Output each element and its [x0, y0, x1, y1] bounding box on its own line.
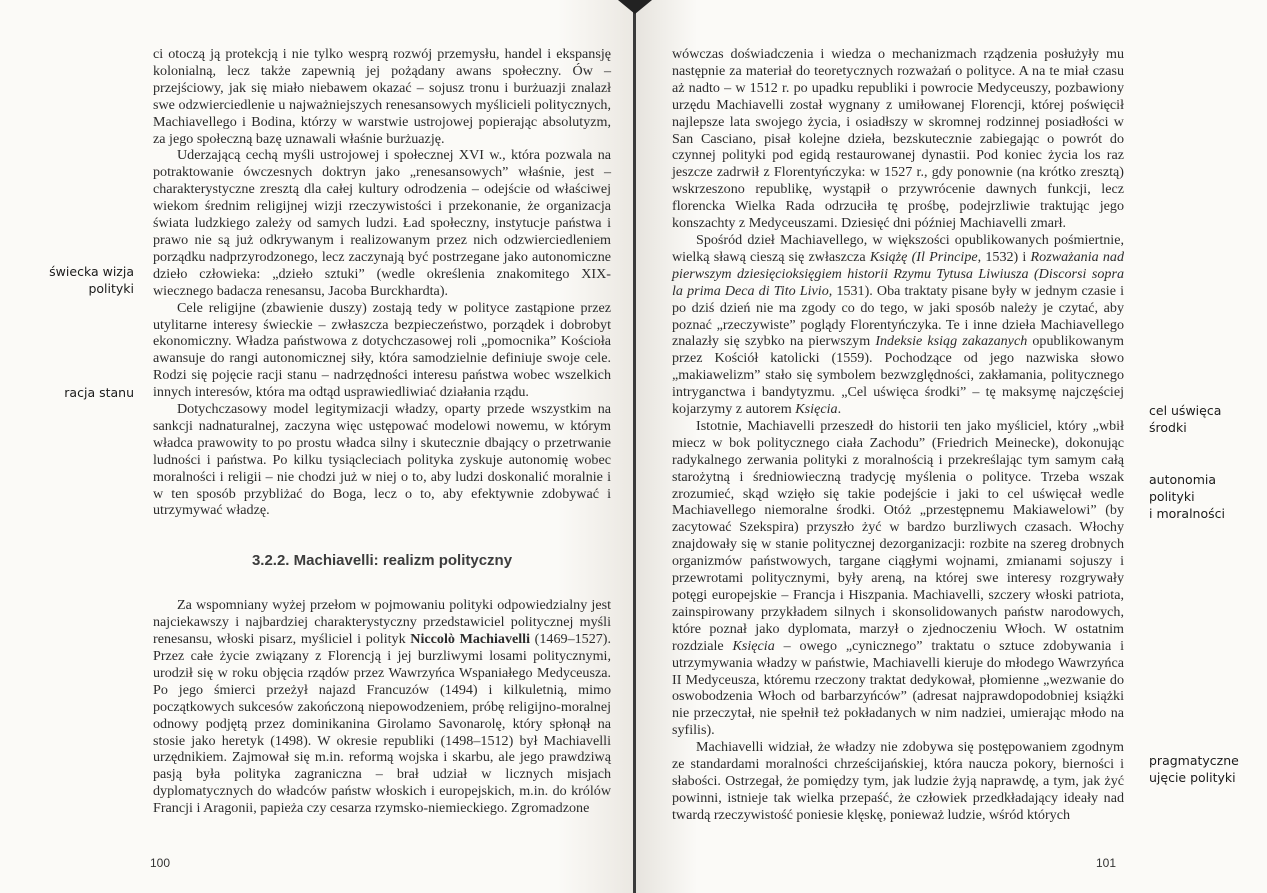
book-title: Rozważania nad pierwszym dziesięcioksięgiem historii Rzymu Tytusa Liwiusza (Discorsi sopra la prima Deca di Tito Livio	[672, 248, 1125, 299]
margin-note-pragmatic-politics: pragmatyczne ujęcie polityki	[1149, 753, 1239, 785]
book-title: Księcia	[795, 401, 838, 418]
margin-note-autonomy-politics-morality: autonomia polityki i moralności	[1149, 472, 1225, 521]
text-run: .	[837, 401, 842, 418]
text-run: opublikowanym przez Kościół katolicki (1559). Pochodzące od jego nazwiska słowo „makiawelizm” stało się symbolem bezwzględności, zakłamania, politycznego intryganctwa i bandytyzmu. „Cel uświęca środki” – tę maksymę najczęściej kojarzymy z autorem	[672, 333, 1124, 418]
text-run: – owego „cynicznego” traktatu o sztuce zdobywania i utrzymywania władzy w państwie, Machiavelli kieruje do młodego Wawrzyńca II Medyceusza, któremu rzeczony traktat dedykował, płomienne „wezwanie do oswobodzenia Włoch od barbarzyńców” (adresat najprawdopodobniej książki nie przeczytał, nie spełnił też pokładanych w nim nadziei, umierając młodo na syfilis).	[672, 637, 1124, 739]
book-title: Książę (Il Principe	[869, 248, 978, 265]
text-run: , 1532) i	[977, 248, 1031, 265]
paragraph	[153, 597, 611, 817]
section-heading: 3.2.2. Machiavelli: realizm polityczny	[251, 552, 513, 570]
paragraph	[672, 418, 1124, 739]
text-run: Istotnie, Machiavelli przeszedł do historii ten jako myśliciel, który „wbił miecz w bok politycznego ciała Zachodu” (Friedrich Meinecke), dokonując radykalnego zerwania polityki z moralnością i przekreślając tym samym całą starożytną i średniowieczną tradycję myślenia o polityce. Trzeba wszak zrozumieć, skąd wzięło się takie podejście i jaki to cel uświęcał wedle Machiavellego niemoralne środki. Otóż „przestępnemu Makiawelowi” (by zacytować Szekspira) przyszło żyć w bardzo burzliwych czasach. Włochy znajdowały się w stanie politycznej dezorganizacji: rozbite na szereg drobnych organizmów państwowych, targane ciągłymi wojnami, zmianami sojuszy i przewrotami politycznymi, były areną, na której swe interesy rozgrywały potęgi europejskie – Francja i Hiszpania. Machiavelli, szczery włoski patriota, zainspirowany przykładem silnych i skonsolidowanych państw narodowych, które poznał jako dyplomata, marzył o zjednoczeniu Włoch. W ostatnim rozdziale	[672, 417, 1124, 654]
margin-note-raison-detat: racja stanu	[64, 385, 134, 400]
paragraph: Dotychczasowy model legitymizacji władzy, oparty przede wszystkim na sankcji nadnaturalnej, zaczyna więc ustępować modelowi nowemu, w którym władca prawowity to po prostu władca silny i skutecznie dbający o przetrwanie ludności i państwa. Po kilku tysiącleciach polityka zyskuje autonomię wobec moralności i religii – nie chodzi już w niej o to, aby ludzi doskonalić moralnie i w ten sposób przybliżać do Boga, lecz o to, aby efektywnie zdobywać i utrzymywać władzę.	[153, 401, 611, 519]
page-number: 100	[150, 856, 171, 870]
text-run: Spośród dzieł Machiavellego, w większości opublikowanych pośmiertnie, wielką sławą cieszą się zwłaszcza	[672, 231, 1124, 265]
text-run: (1469–1527). Przez całe życie związany z Florencją i jej burzliwymi losami politycznymi, urodził się w roku objęcia rządów przez Wawrzyńca Wspaniałego Medyceusza. Po jego śmierci przeżył najazd Francuzów (1494) i kilkuletnią, mimo początkowych sukcesów zakończoną niepowodzeniem, próbę religijno-moralnej odnowy podjętą przez dominikanina Girolamo Savonarolę, który spłonął na stosie jako heretyk (1498). W okresie republiki (1498–1512) był Machiavelli urzędnikiem. Zajmował się m.in. reformą wojska i skarbu, ale jego prawdziwą pasją była polityka zagraniczna – brał udział w licznych misjach dyplomatycznych do władców państw włoskich i europejskich, m.in. do królów Francji i Aragonii, papieża czy cesarza rzymsko-niemieckiego. Zgromadzone	[153, 631, 612, 817]
margin-note-end-justifies-means: cel uświęca środki	[1149, 403, 1222, 435]
book-gutter	[633, 0, 636, 893]
book-title: Księcia	[732, 637, 775, 654]
paragraph: Machiavelli widział, że władzy nie zdobywa się postępowaniem zgodnym ze standardami moralności chrześcijańskiej, która naucza pokory, bierności i słabości. Ostrzegał, że pomiędzy tym, jak ludzie żyją naprawdę, a tym, jak żyć powinni, istnieje tak wielka przepaść, że człowiek przedkładający ideały nad twardą rzeczywistość poniesie klęskę, ponieważ ludzie, wśród których	[672, 739, 1124, 823]
page-number: 101	[1096, 856, 1117, 870]
book-title: Indeksie ksiąg zakazanych	[875, 333, 1028, 350]
text-run: Za wspomniany wyżej przełom w pojmowaniu polityki odpowiedzialny jest najciekawszy i najbardziej charakterystyczny przedstawiciel politycznej myśli renesansu, włoski pisarz, myśliciel i polityk	[153, 597, 611, 648]
text-run: , 1531). Oba traktaty pisane były w jednym czasie i po dziś dzień nie ma zgody co do tego, w jaki sposób należy je czytać, aby poznać „rzeczywiste” poglądy Florentyńczyka. Te i inne dzieła Machiavellego znalazły się szybko na pierwszym	[672, 282, 1124, 350]
paragraph: Cele religijne (zbawienie duszy) zostają tedy w polityce zastąpione przez utylitarne interesy świeckie – zwłaszcza bezpieczeństwo, porządek i dobrobyt ekonomiczny. Władza państwowa z dotychczasowej roli „pomocnika” Kościoła awansuje do rangi autonomicznej siły, która samodzielnie definiuje swoje cele. Rodzi się pojęcie racji stanu – nadrzędności interesu państwa wobec wszelkich innych interesów, która ma odtąd usprawiedliwiać działania rządu.	[153, 299, 611, 401]
right-page	[634, 0, 1267, 893]
paragraph: Uderzającą cechą myśli ustrojowej i społecznej XVI w., która pozwala na potraktowanie ówczesnych doktryn jako „renesansowych” właśnie, jest – charakterystyczne zresztą dla całej kultury odrodzenia – odejście od właściwej wiekom średnim religijnej wizji rzeczywistości i przekonanie, że organizacja świata ludzkiego zależy od samych ludzi. Ład społeczny, instytucje państwa i prawo nie są już odkrywanym i realizowanym przez nich odzwierciedleniem porządku nadprzyrodzonego, lecz zaczynają być postrzegane jako autonomiczne dzieło człowieka: „dzieło sztuki” (wedle określenia znakomitego XIX-wiecznego badacza renesansu, Jacoba Burckhardta).	[153, 147, 611, 299]
left-text-column	[153, 46, 611, 817]
paragraph	[672, 232, 1124, 418]
paragraph: ci otoczą ją protekcją i nie tylko wesprą rozwój przemysłu, handel i ekspansję kolonialną, lecz także zapewnią jej pożądany awans społeczny. Ów – przejściowy, jak się miało niebawem okazać – sojusz tronu i burżuazji znalazł swe odzwierciedlenie u najważniejszych renesansowych myślicieli politycznych, Machiavellego i Bodina, którzy w warstwie ustrojowej popierając absolutyzm, za jego społeczną bazę uznawali właśnie burżuazję.	[153, 46, 611, 147]
paragraph: wówczas doświadczenia i wiedza o mechanizmach rządzenia posłużyły mu następnie za materiał do teoretycznych rozważań o polityce. A na te miał czasu aż nadto – w 1512 r. po upadku republiki i powrocie Medyceuszy, pozbawiony urzędu Machiavelli został wygnany z umiłowanej Florencji, której poświęcił najlepsze lata swojego życia, i osiadłszy w skromnej rodzinnej posiadłości w San Casciano, pisał kolejne dzieła, bezskutecznie zabiegając o powrót do czynnej polityki pod egidą restaurowanej dynastii. Pod koniec życia los raz jeszcze zadrwił z Florentyńczyka: w 1527 r., gdy ponownie (na krótko zresztą) wskrzeszono republikę, wystąpił o przywrócenie dawnych funkcji, lecz florencka Wielka Rada odrzuciła tę prośbę, podejrzliwie traktując jego konszachty z Medyceuszami. Dziesięć dni później Machiavelli zmarł.	[672, 46, 1124, 232]
author-name: Niccolò Machiavelli	[410, 631, 531, 648]
right-text-column	[672, 46, 1124, 824]
margin-note-secular-vision: świecka wizja polityki	[49, 264, 134, 296]
spine-marker	[618, 0, 652, 14]
